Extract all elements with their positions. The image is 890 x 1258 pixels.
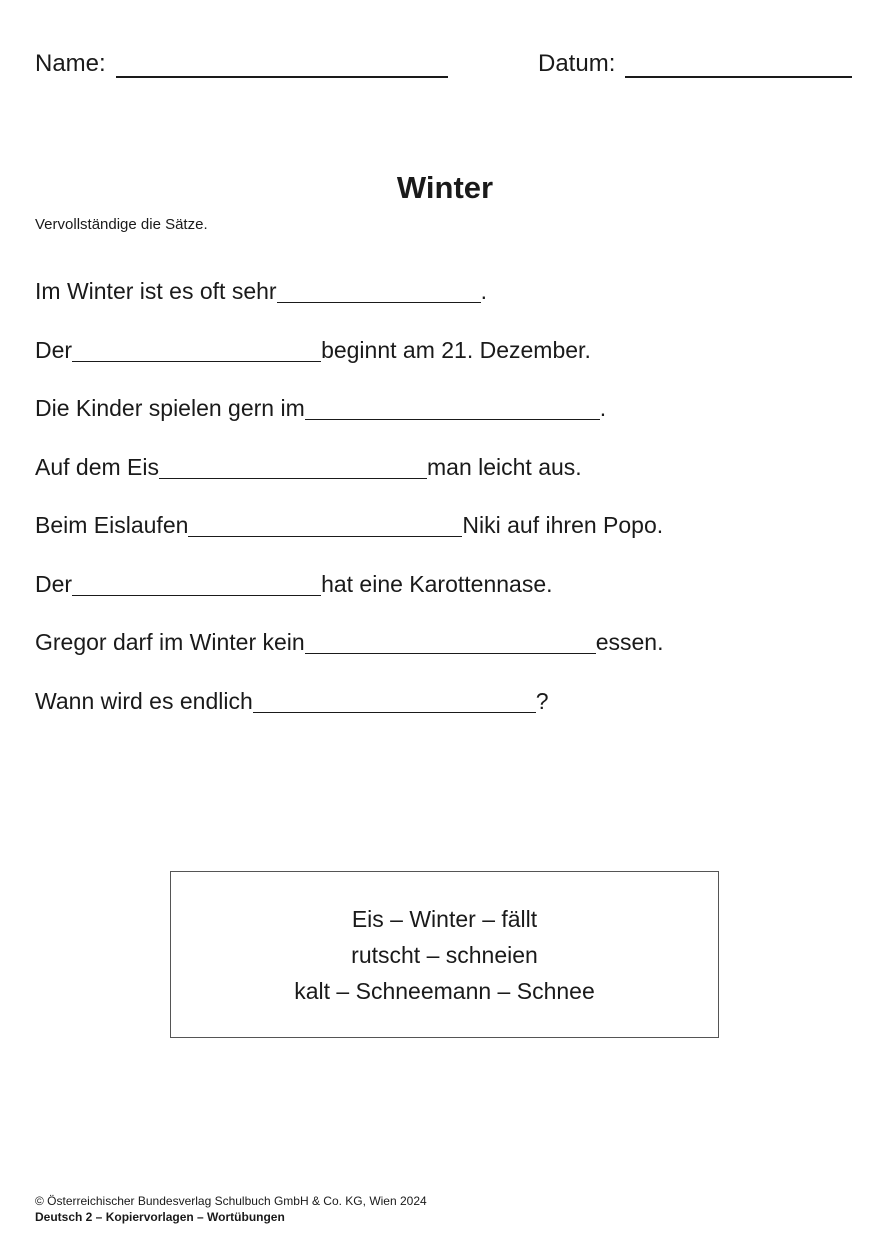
answer-blank[interactable] — [72, 571, 321, 596]
name-field — [35, 50, 448, 78]
sentence-text-after: ? — [535, 687, 549, 714]
name-blank-line[interactable] — [116, 52, 448, 78]
series-title: Deutsch 2 – Kopiervorlagen – Wortübungen — [35, 1210, 285, 1224]
sentence-7 — [35, 629, 663, 688]
answer-blank[interactable] — [305, 629, 596, 654]
sentence-text-after: . — [480, 278, 487, 304]
sentence-text-after: Niki auf ihren Popo. — [462, 512, 664, 538]
word-bank-line: rutscht – schneien — [351, 941, 538, 968]
answer-blank[interactable] — [188, 512, 462, 537]
sentence-5 — [35, 512, 663, 571]
sentence-8 — [35, 688, 663, 747]
sentence-text-after: . — [599, 395, 607, 421]
date-label: Datum: — [538, 50, 616, 77]
sentence-text-after: hat eine Karottennase. — [321, 570, 553, 597]
name-label: Name: — [35, 50, 106, 77]
instruction-text: Vervollständige die Sätze. — [35, 216, 208, 233]
footer — [35, 1193, 427, 1225]
answer-blank[interactable] — [72, 337, 321, 362]
sentence-1 — [35, 278, 663, 337]
sentence-4 — [35, 454, 663, 513]
copyright-notice: © Österreichischer Bundesverlag Schulbuch GmbH & Co. KG, Wien 2024 — [35, 1194, 427, 1208]
sentence-text-after: beginnt am 21. Dezember. — [321, 336, 591, 363]
worksheet-title: Winter — [396, 170, 494, 205]
date-blank-line[interactable] — [625, 52, 852, 78]
sentence-text-before: Auf dem Eis — [35, 453, 159, 480]
answer-blank[interactable] — [159, 454, 427, 479]
sentence-text-before: Der — [35, 336, 73, 363]
sentence-text-before: Gregor darf im Winter kein — [35, 629, 305, 655]
word-bank-line: Eis – Winter – fällt — [351, 905, 538, 932]
answer-blank[interactable] — [253, 688, 536, 713]
answer-blank[interactable] — [305, 395, 600, 420]
date-field — [538, 50, 852, 78]
sentence-text-after: essen. — [595, 629, 664, 655]
sentence-6 — [35, 571, 663, 630]
sentence-2 — [35, 337, 663, 396]
sentence-text-before: Beim Eislaufen — [35, 512, 189, 538]
sentence-text-after: man leicht aus. — [427, 453, 582, 480]
sentence-text-before: Im Winter ist es oft sehr — [35, 278, 277, 304]
sentence-3 — [35, 395, 663, 454]
word-bank-box — [170, 871, 719, 1038]
answer-blank[interactable] — [277, 278, 481, 303]
word-bank-line: kalt – Schneemann – Schnee — [294, 977, 595, 1004]
sentence-text-before: Der — [35, 570, 73, 597]
sentence-text-before: Wann wird es endlich — [35, 687, 253, 714]
sentence-list — [35, 278, 663, 746]
sentence-text-before: Die Kinder spielen gern im — [35, 395, 305, 421]
